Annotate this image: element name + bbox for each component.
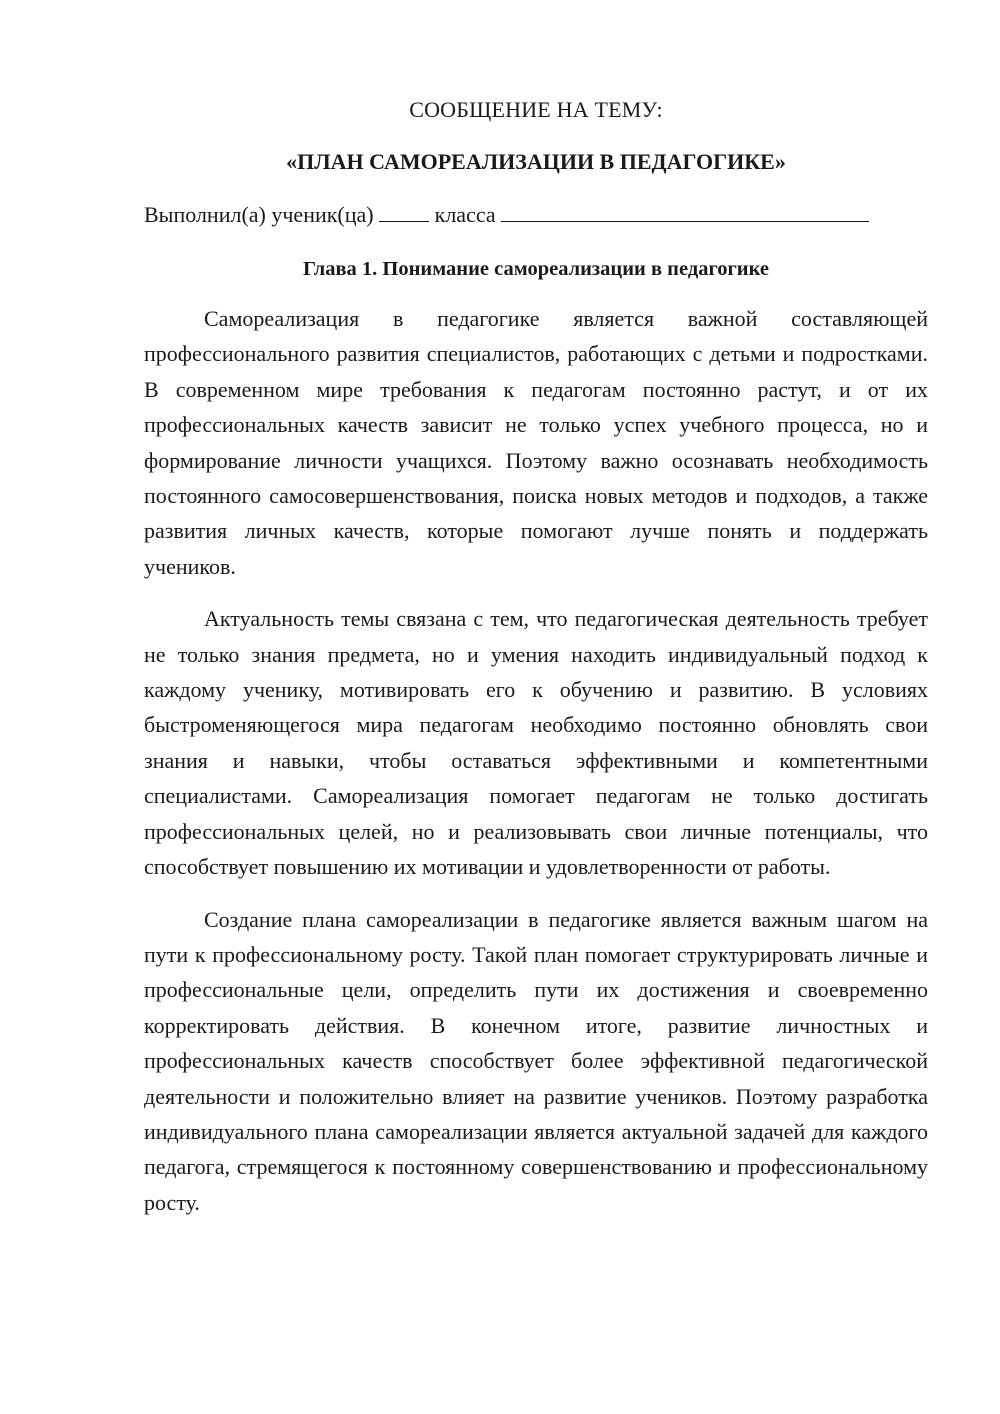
chapter-heading: Глава 1. Понимание самореализации в педагогике [302, 258, 770, 280]
topic-label: СООБЩЕНИЕ НА ТЕМУ: [409, 97, 663, 122]
class-number-blank [379, 199, 429, 222]
document-page [144, 92, 928, 1237]
author-line [144, 197, 928, 232]
class-word-label: класса [434, 202, 496, 227]
performed-by-label: Выполнил(а) ученик(ца) [144, 202, 374, 227]
student-name-blank [501, 199, 869, 222]
paragraph-2: Актуальность темы связана с тем, что педагогическая деятельность требует не только знания предмета, но и умения находить индивидуальный подход к каждому ученику, мотивировать его к обучению и развитию. В условиях быстроменяющегося мира педагогам необходимо постоянно обновлять свои знания и навыки, чтобы оставаться эффективными и компетентными специалистами. Самореализация помогает педагогам не только достигать профессиональных целей, но и реализовывать свои личные потенциалы, что способствует повышению их мотивации и удовлетворенности от работы. [144, 606, 928, 880]
paragraph-1: Самореализация в педагогике является важной составляющей профессионального развития специалистов, работающих с детьми и подростками. В современном мире требования к педагогам постоянно растут, и от их профессиональных качеств зависит не только успех учебного процесса, но и формирование личности учащихся. Поэтому важно осознавать необходимость постоянного самосовершенствования, поиска новых методов и подходов, а также развития личных качеств, которые помогают лучше понять и поддержать учеников. [144, 306, 928, 579]
paragraph-3: Создание плана самореализации в педагогике является важным шагом на пути к профессиональному росту. Такой план помогает структурировать личные и профессиональные цели, определить пути их достижения и своевременно корректировать действия. В конечном итоге, развитие личностных и профессиональных качеств способствует более эффективной педагогической деятельности и положительно влияет на развитие учеников. Поэтому разработка индивидуального плана самореализации является актуальной задачей для каждого педагога, стремящегося к постоянному совершенствованию и профессиональному росту. [144, 906, 928, 1215]
topic-title: «ПЛАН САМОРЕАЛИЗАЦИИ В ПЕДАГОГИКЕ» [286, 149, 786, 174]
